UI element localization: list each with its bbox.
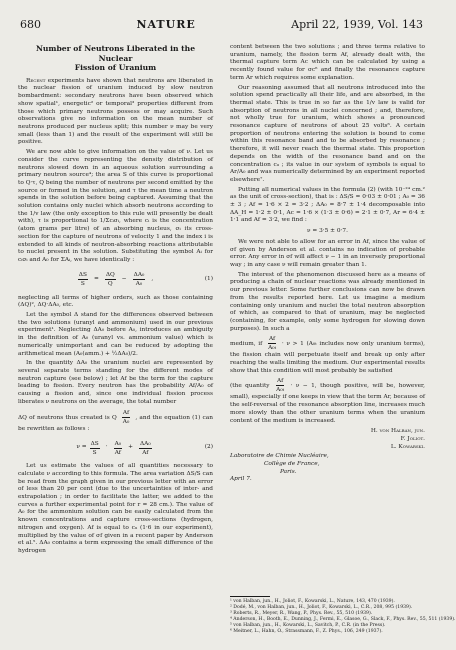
paragraph-4: Let the symbol Δ stand for the differences observed between the two solutions (uranyl and ammonium) used in our previous experiment¹. Neglecting ΔA₀ before A₀, introduces an ambiguity in the definition of A₀ (uranyl vs. ammonium value) which is numerically unimportant and can be reduced by adopting the arithmetical mean (A₀(amm.) + ½ΔA₀)/2. (18, 312, 213, 357)
article-title (18, 44, 213, 73)
right-paragraph-2: Our reasoning assumed that all neutrons introduced into the solution spend practically all their life, and are absorbed, in the thermal state. This is true in so far as the 1/v law is valid for absorption of neutrons in all nuclei concerned ; and, therefore, not wholly true for uranium, which shows a pronounced resonance capture of neutrons of about 25 volts⁶. A certain proportion of neutrons entering the solution is bound to come within this resonance band and to be absorbed by resonance ; therefore, it will never reach the thermal state. This proportion depends on the width of the resonance band and on the concentration cᵤ ; its value in our system of symbols is equal to Ar/A₀ and was numerically determined by an experiment reported elsewhere⁷. (230, 84, 425, 183)
right-paragraph-8: (the quantity $\frac{Af}{\text{A₀ₜ}}$ · ν − 1, though positive, will be, however, small), especially if one keeps in view that the term Ar, because of the self-reversal of the resonance absorption line, increases much more slowly than the other uranium terms when the uranium content of the medium is increased. (230, 378, 426, 424)
inline-fraction: $\frac{Af}{\text{A₀}}$ (122, 409, 130, 425)
paragraph-6: ΔQ of neutrons thus created is Q $\frac{Af}{\text{A₀}}$ , and the equation (1) can be rewritten as follows : (18, 409, 213, 432)
paragraph-5: In the quantity ΔA₀ the uranium nuclei are represented by several separate terms standing for the different modes of neutron capture (see below) ; let Af be the term for the capture leading to fission. Every neutron has the probability Af/A₀ of causing a fission and, since one individual fission process liberates ν neutrons on the average, the total number (18, 360, 213, 405)
author-signature (230, 428, 425, 451)
references-rule (230, 596, 270, 597)
right-paragraph-5: The interest of the phenomenon discussed here as a means of producing a chain of nuclear reactions was already mentioned in our previous letter. Some further conclusions can now be drawn from the results reported here. Let us imagine a medium containing only uranium and nuclei the total neutron absorption of which, as compared to that of uranium, may be neglected (containing, for example, only some hydrogen for slowing down purposes). In such a (230, 271, 425, 332)
page-header (20, 18, 423, 32)
right-paragraph-1: content between the two solutions ; and three terms relative to uranium, namely, the fission term Af, already dealt with, the thermal capture term Ac which can be calculated by using a recently found value for σc⁶ and finally the resonance capture term Ar which requires some explanation. (230, 44, 425, 81)
journal-name: NATURE (136, 18, 196, 31)
title-line-2: Fission of Uranium (74, 63, 157, 73)
reference-item: ¹ von Halban, jun., H., Joliot, F., Kowarski, L., Nature, 143, 470 (1939). (230, 599, 395, 604)
eq1-rhs: $\frac{\text{ΔA₀}}{\text{A₀}}$ (133, 272, 145, 288)
issue-date: April 22, 1939, Vol. 143 (291, 18, 423, 31)
author-2: F. Joliot. (400, 435, 425, 442)
right-paragraph-3: Putting all numerical values in the formula (2) (with 10⁻²⁴ cm.² as the unit of cross-section), that is : ΔS/S = 0·03 ± 0·01 ; A₀ = 36 ± 3 ; Af = 1·6 × 2 = 3·2 ; ΔA₀ = 8·7 ± 1·4 decomposable into ΔA_H = 1·2 ± 0·1, Ac = 1·6 × (1·3 ± 0·6) = 2·1 ± 0·7, Ar = 6·4 ± 1·1 and Af = 3·2, we find : (230, 186, 425, 224)
reference-item: ⁵ von Halban, jun., H., Kowarski, L., Savitch, P., C.R. (in the Press). (230, 622, 386, 628)
left-column (18, 44, 213, 624)
eq2-term-3: $\frac{\text{ΔA₀}}{Af}$ (139, 440, 151, 456)
paragraph-2: We are now able to give information on the value of ν. Let us consider the curve representing the density distribution of neutrons slowed down in an aqueous solution surrounding a primary neutron source⁴; the area S of this curve is proportional to Q·τ, Q being the number of neutrons per second emitted by the source or formed in the solution, and τ the mean time a neutron spends in the solution before being captured. Assuming that the solution contains only nuclei which absorb neutrons according to the 1/v law (the only exception to this rule will presently be dealt with), τ is proportional to 1/Σcᵢσᵢ, where cᵢ is the concentration (atom grams per litre) of an absorbing nucleus, σᵢ its cross-section for the capture of neutrons of velocity 1 and the index i is extended to all kinds of neutron-absorbing reactions attributable to nuclei present in the solution. Substituting the symbol Aᵢ for cᵢσᵢ and A₀ for ΣAᵢ, we have identically : (18, 149, 213, 263)
eq2-term-2: $\frac{\text{A₀}}{Af}$ (114, 440, 122, 456)
eq2-number: (2) (204, 444, 213, 451)
reference-item: ⁶ Meitner, L., Hahn, O., Strassmann, F., Z. Phys., 106, 249 (1937). (230, 628, 383, 634)
author-1: H. von Halban, jun. (370, 428, 425, 435)
inline-fraction-medium: $\frac{Af}{\text{A₀ₜ}}$ (268, 336, 277, 352)
reference-item: ⁴ Anderson, H., Booth, E., Dunning, J., Fermi, E., Glasoe, G., Slack, F., Phys. Rev., 55, 511 (1939). (230, 616, 456, 622)
lead-word: Recent (26, 77, 46, 84)
page-number: 680 (20, 18, 41, 31)
reference-item: ² Dodé, M., von Halban, jun., H., Joliot, F., Kowarski, L., C.R., 208, 995 (1939). (230, 604, 413, 610)
eq1-number: (1) (204, 275, 213, 282)
affiliation: Laboratoire de Chimie Nucléaire, Collège de France, Paris. April 7. (230, 453, 329, 483)
equation-1: $\frac{\Delta S}{S}$ = $\frac{\Delta Q}{Q}$ − $\frac{\text{ΔA₀}}{\text{A₀}}$ , (1) (78, 272, 213, 288)
paragraph-7: Let us estimate the values of all quantities necessary to calculate ν according to this formula. The area variation ΔS/S can be read from the graph given in our previous letter with an error of less than 20 per cent (due to the uncertainties of inter- and extrapolation ; in order to facilitate the latter, we added to the curves a further experimental point for r = 28 cm.). The value of A₀ for the ammonium solution can be easily calculated from the known concentrations and capture cross-sections (hydrogen, nitrogen and oxygen). Af is equal to cᵤ (1·6 in our experiment), multiplied by the value of σf given in a recent paper by Anderson et al.⁵. ΔA₀ contains a term expressing the small difference of the hydrogen (18, 463, 213, 554)
paragraph-1 (18, 78, 213, 147)
right-paragraph-4: We were not able to allow for an error in Af, since the value of σf given by Anderson et al. contains no indication of probable error. Any error in σf will affect ν − 1 in an inversely proportional way ; in any case ν will remain greater than 1. (230, 238, 425, 268)
right-column (230, 44, 456, 624)
title-line-1: Number of Neutrons Liberated in the Nuclear (35, 44, 196, 63)
result-formula: ν = 3·5 ± 0·7. (307, 228, 348, 235)
references (230, 596, 456, 634)
eq1-mid: $\frac{\Delta Q}{Q}$ (105, 272, 115, 288)
author-3: L. Kowarski. (390, 443, 425, 450)
inline-fraction-quantity: $\frac{Af}{\text{A₀ₜ}}$ (276, 378, 285, 394)
paragraph-3: neglecting all terms of higher orders, such as those containing (ΔQ)², ΔQ·ΔA₀, etc. (18, 294, 213, 309)
paragraph-1-text: experiments have shown that neutrons are liberated in the nuclear fission of uranium induced by slow neutron bombardment: secondary neutrons have been observed which show spatial¹, energetic² or temporal³ properties different from those which primary neutrons possess or may acquire. Such observations give no information on the mean number of neutrons produced per nucleus split; this number ν may be very small (less than 1) and the result of the experiment will still be positive. (18, 77, 213, 146)
equation-2: ν = $\frac{\Delta S}{S}$ · $\frac{\text{A₀}}{Af}$ + $\frac{\text{ΔA₀}}{Af}$ (2) (76, 440, 213, 456)
eq1-lhs: $\frac{\Delta S}{S}$ (78, 272, 87, 288)
reference-item: ³ Roberts, R., Meyer, R., Wang, P., Phys. Rev., 55, 510 (1939). (230, 610, 373, 616)
eq2-term-1: $\frac{\Delta S}{S}$ (90, 440, 99, 456)
right-paragraph-6: medium, if $\frac{Af}{\text{A₀ₜ}}$ · ν > 1 (A₀ₜ includes now only uranium terms), the fission chain will perpetuate itself and break up only after reaching the walls limiting the medium. Our experimental results show that this condition will most probably be satisfied (230, 336, 426, 374)
